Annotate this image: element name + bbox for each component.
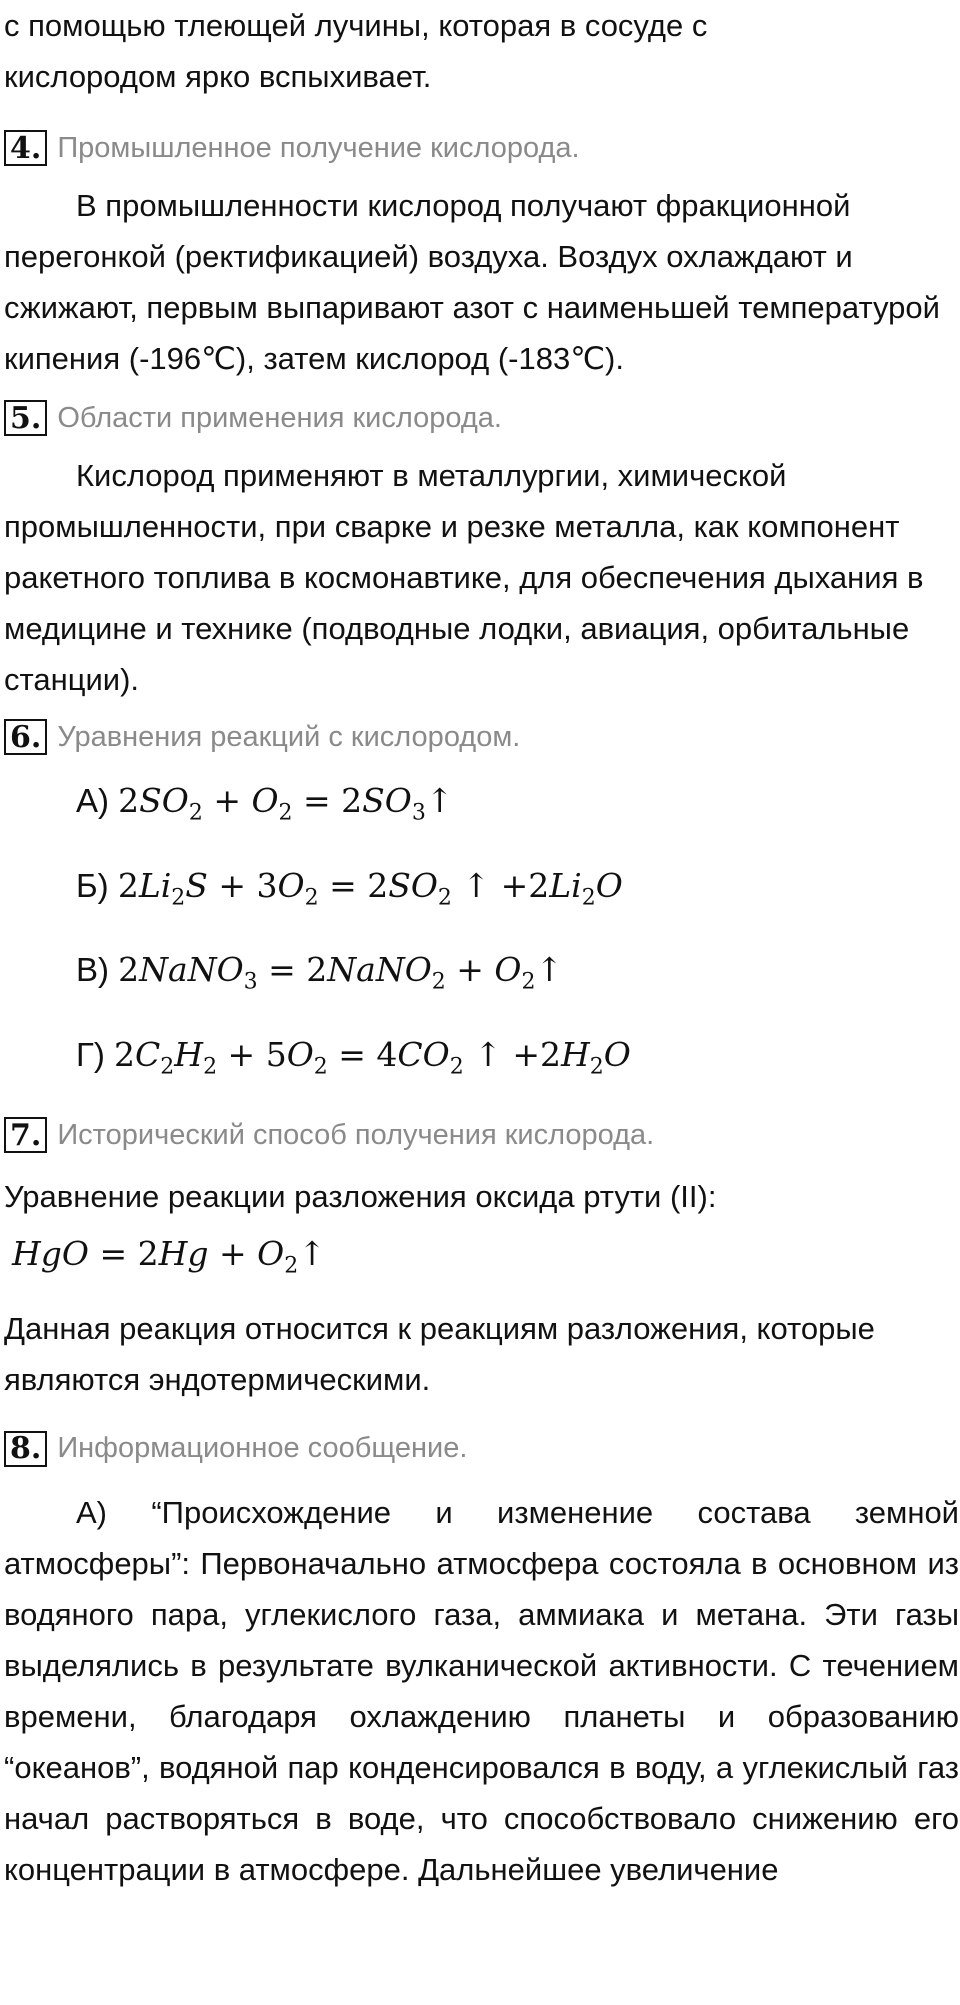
equation-a (4, 765, 956, 850)
section-4-number: 4. (4, 130, 47, 166)
intro-line-2: кислородом ярко вспыхивает. (4, 59, 432, 94)
section-4-title: Промышленное получение кислорода. (57, 131, 580, 164)
section-5-number: 5. (4, 400, 47, 436)
section-6-title: Уравнения реакций с кислородом. (57, 720, 521, 753)
section-8-title: Информационное сообщение. (57, 1432, 468, 1465)
equation-c-formula: 2NaNO$_3$ = 2NaNO$_2$ + $O_2↑$ (118, 950, 564, 995)
equation-a-label: А) (76, 782, 109, 819)
equation-a-formula: $2SO_2 + O_2$ = $2SO_3↑$ (118, 781, 454, 826)
section-5-title: Области применения кислорода. (57, 401, 502, 434)
section-5-text: Кислород применяют в металлургии, химической промышленности, при сварке и резке металла, как компонент ракетного топлива в космонавтике, для обеспечения дыхания в медицине и технике (подводные лодки, авиация, орбитальные станции). (4, 458, 924, 697)
section-8-number: 8. (4, 1431, 47, 1467)
section-7-title: Исторический способ получения кислорода. (57, 1118, 655, 1151)
section-5-heading (4, 396, 956, 440)
section-4-heading (4, 126, 956, 170)
equation-d-label: Г) (76, 1035, 105, 1073)
section-4-text: В промышленности кислород получают фракционной перегонкой (ректификацией) воздуха. Воздух охлаждают и сжижают, первым выпаривают азот с наименьшей температурой кипения (-196℃), затем кислород (-183℃). (4, 188, 940, 376)
equation-b (4, 850, 956, 935)
equation-hgo: HgO = $2Hg + O_2↑$ (12, 1234, 326, 1279)
section-8-text: А) “Происхождение и изменение состава земной атмосферы”: Первоначально атмосфера состояла в основном из водяного пара, углекислого газа, аммиака и метана. Эти газы выделялись в результате вулканической активности. С течением времени, благодаря охлаждению планеты и образованию “океанов”, водяной пар конденсировался в воду, а углекислый газ начал растворяться в воде, что способствовало снижению его концентрации в атмосфере. Дальнейшее увеличение (4, 1494, 959, 1887)
equation-b-formula: $2Li_2S + 3O_2 = 2SO_2$ ↑ $+2Li_2O$ (117, 865, 623, 911)
section-6-heading (4, 715, 956, 759)
equation-b-label: Б) (76, 866, 109, 904)
section-8-heading (4, 1427, 956, 1471)
section-6-number: 6. (4, 719, 47, 755)
intro-line-1: с помощью тлеющей лучины, которая в сосуде с (4, 8, 708, 43)
equation-d-formula: $2C_2H_2 + 5O_2 = 4CO_2$ ↑ $+2H_2O$ (114, 1034, 631, 1080)
equation-c-label: В) (76, 951, 109, 989)
section-7-conclusion: Данная реакция относится к реакциям разложения, которые являются эндотермическими. (4, 1310, 875, 1397)
section-7-lead: Уравнение реакции разложения оксида ртути (II): (4, 1179, 717, 1215)
section-7-heading (4, 1113, 956, 1157)
equation-d (4, 1019, 956, 1104)
section-7-number: 7. (4, 1117, 47, 1153)
equation-c (4, 934, 956, 1019)
